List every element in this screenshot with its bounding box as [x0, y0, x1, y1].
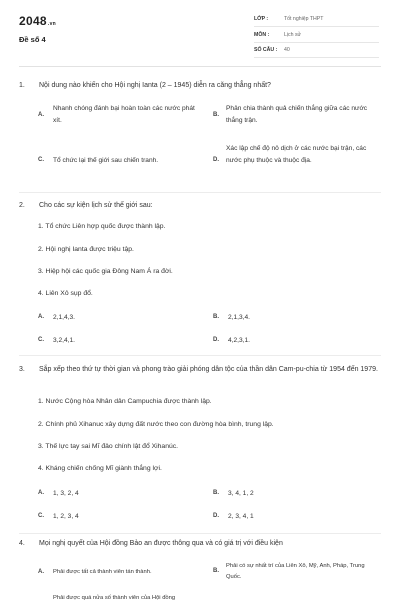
- option-text: Phải có sự nhất trí của Liên Xô, Mỹ, Anh, Pháp, Trung Quốc.: [226, 563, 365, 580]
- meta-subject-label: MÔN :: [254, 32, 270, 38]
- option-text: Phân chia thành quả chiến thắng giữa các nước thắng trận.: [226, 105, 368, 124]
- option-text: 2,1,3,4.: [228, 314, 250, 321]
- option-letter: D.: [213, 157, 219, 163]
- question-3-statement-2: 2. Chính phủ Xihanuc xây dựng đất nước theo con đường hòa bình, trung lập.: [38, 421, 274, 428]
- option-text: 3, 4, 1, 2: [228, 490, 254, 497]
- question-3-statement-1: 1. Nước Cộng hòa Nhân dân Campuchia được thành lập.: [38, 398, 212, 405]
- question-number: 2.: [19, 202, 25, 209]
- question-text: Cho các sự kiện lịch sử thế giới sau:: [39, 202, 153, 209]
- option-text: 1, 2, 3, 4: [53, 513, 79, 520]
- meta-class-row: [254, 12, 379, 27]
- logo-domain: .vn: [47, 21, 57, 27]
- question-separator: [19, 355, 381, 356]
- option-text: Phải được tất cả thành viên tán thành.: [53, 569, 152, 575]
- logo-text: 2048: [19, 14, 47, 28]
- question-2-statement-2: 2. Hội nghị Ianta được triệu tập.: [38, 246, 134, 253]
- option-letter: B.: [213, 490, 219, 496]
- question-3-header: [19, 364, 381, 388]
- meta-count-row: [254, 43, 379, 58]
- option-letter: A.: [38, 490, 44, 496]
- meta-class-label: LỚP :: [254, 16, 269, 22]
- option-text: 2,1,4,3.: [53, 314, 75, 321]
- question-number: 4.: [19, 540, 25, 547]
- option-letter: D.: [213, 337, 219, 343]
- meta-count-value: 40: [284, 47, 290, 53]
- option-text: 1, 3, 2, 4: [53, 490, 79, 497]
- exam-header: [0, 0, 400, 64]
- option-text: 2, 3, 4, 1: [228, 513, 254, 520]
- question-1-header: [19, 80, 381, 94]
- option-text: 4,2,3,1.: [228, 337, 250, 344]
- question-text: Nội dung nào khiến cho Hội nghị Ianta (2 – 1945) diễn ra căng thẳng nhất?: [39, 82, 271, 89]
- question-number: 3.: [19, 366, 25, 373]
- site-logo[interactable]: [19, 14, 56, 28]
- question-3-statement-4: 4. Kháng chiến chống Mĩ giành thắng lợi.: [38, 465, 162, 472]
- option-text: 3,2,4,1.: [53, 337, 75, 344]
- option-letter: C.: [38, 513, 44, 519]
- option-letter: A.: [38, 112, 44, 118]
- question-text: Mọi nghị quyết của Hội đồng Bảo an được thông qua và có giá trị với điều kiện: [39, 540, 283, 547]
- option-letter: C.: [38, 337, 44, 343]
- option-text: Tổ chức lại thế giới sau chiến tranh.: [53, 157, 159, 164]
- question-separator: [19, 192, 381, 193]
- option-letter: D.: [213, 513, 219, 519]
- question-number: 1.: [19, 82, 25, 89]
- question-2-header: [19, 200, 381, 214]
- question-text: Sắp xếp theo thứ tự thời gian và phong trào giải phóng dân tộc của thần dân Cam-pu-chia từ 1954 đến 1979.: [39, 366, 378, 373]
- option-letter: B.: [213, 568, 219, 574]
- option-letter: A.: [38, 569, 44, 575]
- option-text: Phải được quá nửa số thành viên của Hội đồng: [53, 595, 176, 601]
- option-text: Nhanh chóng đánh bại hoàn toàn các nước phát xít.: [53, 105, 195, 124]
- question-4-header: [19, 538, 381, 552]
- meta-subject-row: [254, 28, 379, 43]
- option-letter: B.: [213, 314, 219, 320]
- header-divider: [19, 66, 381, 67]
- question-2-statement-3: 3. Hiệp hội các quốc gia Đông Nam Á ra đời.: [38, 268, 173, 275]
- option-text: Xác lập chế độ nô dịch ở các nước bại trận, các nước phụ thuộc và thuộc địa.: [226, 145, 367, 164]
- question-3-statement-3: 3. Thế lực tay sai Mĩ đảo chính lật đổ Xihanúc.: [38, 443, 179, 450]
- exam-number: Đề số 4: [19, 35, 46, 44]
- question-separator: [19, 533, 381, 534]
- question-2-statement-4: 4. Liên Xô sụp đổ.: [38, 290, 93, 297]
- meta-class-value: Tốt nghiệp THPT: [284, 16, 324, 22]
- meta-subject-value: Lịch sử: [284, 32, 302, 38]
- option-letter: C.: [38, 157, 44, 163]
- option-letter: A.: [38, 314, 44, 320]
- question-2-statement-1: 1. Tổ chức Liên hợp quốc được thành lập.: [38, 223, 166, 230]
- option-letter: B.: [213, 112, 219, 118]
- meta-count-label: SỐ CÂU :: [254, 47, 278, 53]
